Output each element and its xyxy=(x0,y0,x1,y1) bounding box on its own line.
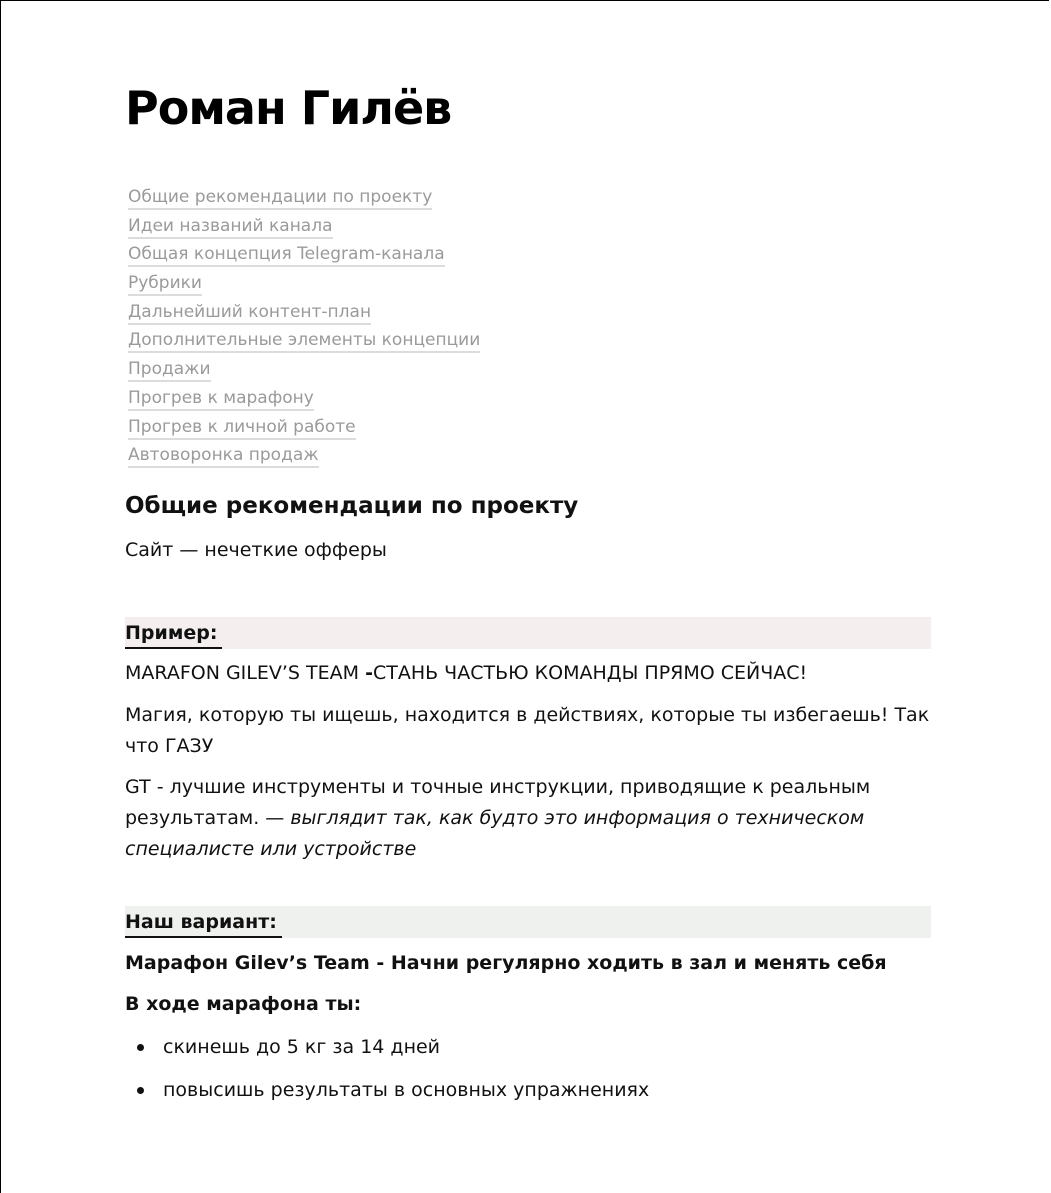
example-tools-line xyxy=(125,772,931,865)
toc-link-sales-funnel[interactable]: Автоворонка продаж xyxy=(128,445,319,468)
toc-item xyxy=(128,299,480,328)
page-title: Роман Гилёв xyxy=(125,81,452,135)
toc-link-personal-work-warmup[interactable]: Прогрев к личной работе xyxy=(128,417,356,440)
toc-item xyxy=(128,442,480,471)
variant-label: Наш вариант: xyxy=(125,908,282,938)
list-item-text: скинешь до 5 кг за 14 дней xyxy=(163,1036,441,1058)
example-label: Пример: xyxy=(125,619,222,649)
toc-item xyxy=(128,213,480,242)
example-magic-line: Магия, которую ты ищешь, находится в действиях, которые ты избегаешь! Так что ГАЗУ xyxy=(125,704,930,757)
variant-bullet-list xyxy=(125,1029,649,1115)
variant-callout xyxy=(125,906,931,938)
toc-link-general-recommendations[interactable]: Общие рекомендации по проекту xyxy=(128,187,432,210)
toc-item xyxy=(128,385,480,414)
toc-item xyxy=(128,356,480,385)
toc-link-channel-name-ideas[interactable]: Идеи названий канала xyxy=(128,216,333,239)
toc-item xyxy=(128,414,480,443)
example-offer-brand: MARAFON GILEV’S TEAM xyxy=(125,662,366,684)
section-intro: Сайт — нечеткие офферы xyxy=(125,539,387,561)
toc-link-extra-elements[interactable]: Дополнительные элементы концепции xyxy=(128,330,480,353)
toc-item xyxy=(128,241,480,270)
example-offer-dash: - xyxy=(365,662,373,684)
example-tools-text: GT - лучшие инструменты и точные инструкции, приводящие к реальным результатам. — xyxy=(125,776,871,829)
toc-link-content-plan[interactable]: Дальнейший контент-план xyxy=(128,302,371,325)
table-of-contents xyxy=(128,184,480,471)
example-offer-line xyxy=(125,658,931,689)
toc-item xyxy=(128,327,480,356)
bullet-dot-icon xyxy=(137,1087,144,1094)
list-item-text: повысишь результаты в основных упражнениях xyxy=(163,1079,650,1101)
example-callout xyxy=(125,617,931,649)
example-offer-text: СТАНЬ ЧАСТЬЮ КОМАНДЫ ПРЯМО СЕЙЧАС! xyxy=(372,662,808,684)
variant-subhead: В ходе марафона ты: xyxy=(125,993,362,1015)
toc-link-telegram-concept[interactable]: Общая концепция Telegram-канала xyxy=(128,244,445,267)
section-heading: Общие рекомендации по проекту xyxy=(125,493,579,519)
bullet-dot-icon xyxy=(137,1044,144,1051)
example-tools-comment: выглядит так, как будто это информация о техническом специалисте или устройстве xyxy=(125,807,865,860)
toc-link-rubrics[interactable]: Рубрики xyxy=(128,273,202,296)
toc-item xyxy=(128,184,480,213)
list-item xyxy=(125,1029,649,1072)
variant-headline: Марафон Gilev’s Team - Начни регулярно ходить в зал и менять себя xyxy=(125,952,887,974)
list-item xyxy=(125,1072,649,1115)
toc-link-sales[interactable]: Продажи xyxy=(128,359,211,382)
toc-link-marathon-warmup[interactable]: Прогрев к марафону xyxy=(128,388,314,411)
toc-item xyxy=(128,270,480,299)
